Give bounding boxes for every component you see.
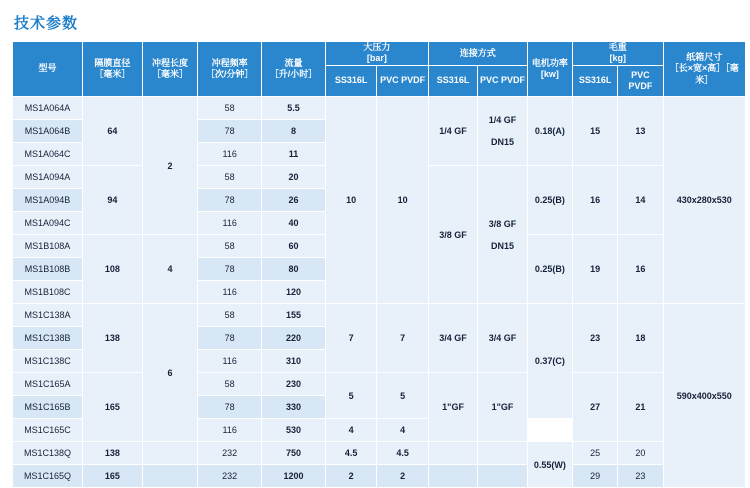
cell-stroke: 4 — [142, 235, 198, 304]
cell-model: MS1C138C — [13, 350, 83, 373]
cell-weight-ss: 19 — [572, 235, 617, 304]
cell-flow: 5.5 — [262, 97, 326, 120]
cell-motor: 0.37(C) — [527, 304, 572, 419]
cell-diaphragm: 108 — [83, 235, 143, 304]
cell-frequency: 116 — [198, 419, 262, 442]
cell-conn-ss: 3/4 GF — [428, 304, 477, 373]
cell-flow: 220 — [262, 327, 326, 350]
page-title: 技术参数 — [14, 15, 79, 32]
th-connection-ss316l: SS316L — [428, 65, 477, 97]
table-row — [13, 97, 746, 120]
cell-stroke-empty — [142, 465, 198, 488]
cell-conn-ss-empty — [428, 465, 477, 488]
cell-diaphragm: 138 — [83, 442, 143, 465]
cell-weight-pvc: 18 — [618, 304, 663, 373]
th-pressure: 大压力 [bar] — [325, 42, 428, 66]
th-stroke-length: 冲程长度 ［毫米］ — [142, 42, 198, 97]
cell-flow: 1200 — [262, 465, 326, 488]
cell-pressure-ss: 5 — [325, 373, 376, 419]
cell-weight-ss: 15 — [572, 97, 617, 166]
cell-model: MS1A094B — [13, 189, 83, 212]
table-row — [13, 373, 746, 396]
cell-flow: 120 — [262, 281, 326, 304]
table-row — [13, 304, 746, 327]
cell-frequency: 58 — [198, 166, 262, 189]
th-motor-power: 电机功率 [kw] — [527, 42, 572, 97]
cell-weight-pvc: 23 — [618, 465, 663, 488]
cell-model: MS1B108C — [13, 281, 83, 304]
th-connection: 连接方式 — [428, 42, 527, 66]
cell-model: MS1C165C — [13, 419, 83, 442]
cell-pressure-ss: 7 — [325, 304, 376, 373]
th-pressure-ss316l: SS316L — [325, 65, 376, 97]
th-flow: 流量 ［升/小时］ — [262, 42, 326, 97]
cell-motor: 0.55(W) — [527, 442, 572, 488]
cell-conn-pvc: 3/8 GF DN15 — [478, 166, 527, 304]
cell-conn-ss-empty — [428, 442, 477, 465]
cell-model: MS1A094A — [13, 166, 83, 189]
cell-flow: 530 — [262, 419, 326, 442]
cell-frequency: 78 — [198, 120, 262, 143]
cell-conn-ss: 3/8 GF — [428, 166, 477, 304]
cell-conn-pvc-empty — [478, 442, 527, 465]
cell-frequency: 58 — [198, 97, 262, 120]
cell-frequency: 116 — [198, 143, 262, 166]
cell-flow: 80 — [262, 258, 326, 281]
cell-model: MS1C138A — [13, 304, 83, 327]
cell-flow: 60 — [262, 235, 326, 258]
cell-pressure-pvc: 5 — [377, 373, 428, 419]
th-carton-size: 纸箱尺寸 ［长×宽×高］［毫米］ — [663, 42, 745, 97]
cell-flow: 8 — [262, 120, 326, 143]
cell-weight-pvc: 16 — [618, 235, 663, 304]
cell-frequency: 78 — [198, 327, 262, 350]
cell-frequency: 116 — [198, 212, 262, 235]
cell-weight-ss: 27 — [572, 373, 617, 442]
cell-frequency: 58 — [198, 235, 262, 258]
cell-pressure-pvc: 2 — [377, 465, 428, 488]
cell-model: MS1B108A — [13, 235, 83, 258]
table-row — [13, 442, 746, 465]
cell-weight-pvc: 14 — [618, 166, 663, 235]
cell-conn-pvc: 1"GF — [478, 373, 527, 442]
cell-model: MS1B108B — [13, 258, 83, 281]
th-stroke-frequency: 冲程频率 ［次/分钟］ — [198, 42, 262, 97]
cell-flow: 230 — [262, 373, 326, 396]
cell-conn-ss: 1/4 GF — [428, 97, 477, 166]
cell-frequency: 78 — [198, 258, 262, 281]
cell-flow: 26 — [262, 189, 326, 212]
th-connection-pvc-pvdf: PVC PVDF — [478, 65, 527, 97]
cell-frequency: 78 — [198, 189, 262, 212]
cell-flow: 155 — [262, 304, 326, 327]
cell-carton: 590x400x550 — [663, 304, 745, 488]
cell-pressure-pvc: 10 — [377, 97, 428, 304]
table-header — [13, 42, 746, 97]
cell-diaphragm: 165 — [83, 373, 143, 442]
cell-diaphragm: 94 — [83, 166, 143, 235]
cell-pressure-pvc: 7 — [377, 304, 428, 373]
cell-weight-ss: 25 — [572, 442, 617, 465]
cell-weight-pvc: 20 — [618, 442, 663, 465]
cell-frequency: 116 — [198, 350, 262, 373]
technical-parameters-table — [12, 41, 746, 488]
cell-conn-pvc: 3/4 GF — [478, 304, 527, 373]
cell-frequency: 58 — [198, 304, 262, 327]
cell-model: MS1C138B — [13, 327, 83, 350]
th-gross-weight: 毛重 [kg] — [572, 42, 663, 66]
cell-weight-pvc: 21 — [618, 373, 663, 442]
cell-frequency: 232 — [198, 465, 262, 488]
cell-model: MS1A094C — [13, 212, 83, 235]
cell-pressure-ss: 10 — [325, 97, 376, 304]
cell-conn-pvc: 1/4 GF DN15 — [478, 97, 527, 166]
cell-model: MS1A064C — [13, 143, 83, 166]
cell-flow: 40 — [262, 212, 326, 235]
cell-flow: 20 — [262, 166, 326, 189]
cell-frequency: 232 — [198, 442, 262, 465]
th-weight-ss316l: SS316L — [572, 65, 617, 97]
cell-model: MS1A064B — [13, 120, 83, 143]
th-pressure-pvc-pvdf: PVC PVDF — [377, 65, 428, 97]
cell-model: MS1C138Q — [13, 442, 83, 465]
cell-flow: 310 — [262, 350, 326, 373]
cell-pressure-ss: 2 — [325, 465, 376, 488]
cell-pressure-ss: 4.5 — [325, 442, 376, 465]
th-diaphragm: 隔膜直径 ［毫米］ — [83, 42, 143, 97]
cell-model: MS1C165A — [13, 373, 83, 396]
cell-weight-ss: 16 — [572, 166, 617, 235]
cell-pressure-pvc: 4 — [377, 419, 428, 442]
cell-motor: 0.18(A) — [527, 97, 572, 166]
cell-motor: 0.25(B) — [527, 235, 572, 304]
cell-frequency: 116 — [198, 281, 262, 304]
cell-diaphragm: 138 — [83, 304, 143, 373]
th-model: 型号 — [13, 42, 83, 97]
table-row — [13, 465, 746, 488]
cell-weight-pvc: 13 — [618, 97, 663, 166]
cell-weight-ss: 29 — [572, 465, 617, 488]
cell-flow: 750 — [262, 442, 326, 465]
cell-model: MS1A064A — [13, 97, 83, 120]
cell-pressure-ss: 4 — [325, 419, 376, 442]
cell-carton: 430x280x530 — [663, 97, 745, 304]
th-weight-pvc-pvdf: PVC PVDF — [618, 65, 663, 97]
cell-model: MS1C165B — [13, 396, 83, 419]
cell-stroke: 6 — [142, 304, 198, 442]
cell-frequency: 78 — [198, 396, 262, 419]
cell-flow: 330 — [262, 396, 326, 419]
cell-model: MS1C165Q — [13, 465, 83, 488]
cell-diaphragm: 64 — [83, 97, 143, 166]
cell-flow: 11 — [262, 143, 326, 166]
cell-stroke-empty — [142, 442, 198, 465]
cell-stroke: 2 — [142, 97, 198, 235]
cell-weight-ss: 23 — [572, 304, 617, 373]
table-body — [13, 97, 746, 488]
cell-frequency: 58 — [198, 373, 262, 396]
cell-diaphragm: 165 — [83, 465, 143, 488]
cell-conn-pvc-empty — [478, 465, 527, 488]
cell-motor: 0.25(B) — [527, 166, 572, 235]
cell-pressure-pvc: 4.5 — [377, 442, 428, 465]
cell-conn-ss: 1"GF — [428, 373, 477, 442]
